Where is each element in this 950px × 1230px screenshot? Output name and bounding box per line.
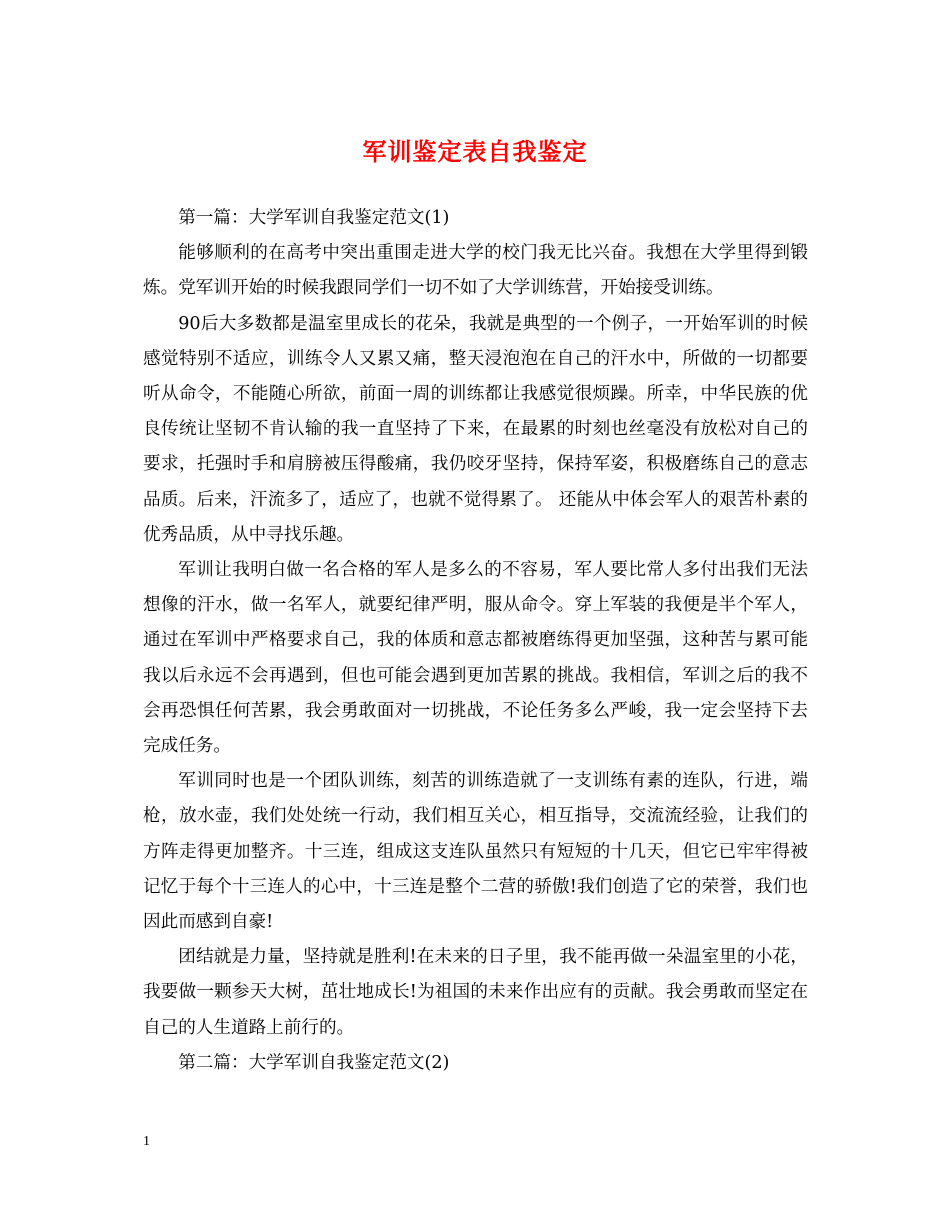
body-paragraph: 能够顺利的在高考中突出重围走进大学的校门我无比兴奋。我想在大学里得到锻炼。党军训开始的时候我跟同学们一切不如了大学训练营，开始接受训练。 (143, 243, 808, 299)
document-title: 军训鉴定表自我鉴定 (362, 137, 588, 166)
section-heading-1: 第一篇：大学军训自我鉴定范文(1) (178, 208, 450, 228)
page-number: 1 (143, 1134, 150, 1149)
body-paragraph: 军训同时也是一个团队训练，刻苦的训练造就了一支训练有素的连队，行进，端枪，放水壶，我们处处统一行动，我们相互关心，相互指导，交流流经验，让我们的方阵走得更加整齐。十三连，组成这支连队虽然只有短短的十几天，但它已牢牢得被记忆于每个十三连人的心中，十三连是整个二营的骄傲!我们创造了它的荣誉，我们也因此而感到自豪! (143, 771, 808, 933)
body-paragraph: 90后大多数都是温室里成长的花朵，我就是典型的一个例子，一开始军训的时候感觉特别不适应，训练令人又累又痛，整天浸泡泡在自己的汗水中，所做的一切都要听从命令，不能随心所欲，前面一周的训练都让我感觉很烦躁。所幸，中华民族的优良传统让坚韧不肯认输的我一直坚持了下来，在最累的时刻也丝毫没有放松对自己的要求，托强时手和肩膀被压得酸痛，我仍咬牙坚持，保持军姿，积极磨练自己的意志品质。后来，汗流多了，适应了，也就不觉得累了。 还能从中体会军人的艰苦朴素的优秀品质，从中寻找乐趣。 (143, 313, 808, 545)
body-paragraph: 团结就是力量，坚持就是胜利!在未来的日子里，我不能再做一朵温室里的小花，我要做一颗参天大树，茁壮地成长!为祖国的未来作出应有的贡献。我会勇敢而坚定在自己的人生道路上前行的。 (143, 947, 808, 1038)
body-paragraph: 军训让我明白做一名合格的军人是多么的不容易，军人要比常人多付出我们无法想像的汗水，做一名军人，就要纪律严明，服从命令。穿上军装的我便是半个军人，通过在军训中严格要求自己，我的体质和意志都被磨练得更加坚强，这种苦与累可能我以后永远不会再遇到，但也可能会遇到更加苦累的挑战。我相信，军训之后的我不会再恐惧任何苦累，我会勇敢面对一切挑战，不论任务多么严峻，我一定会坚持下去完成任务。 (143, 560, 808, 757)
document-body (143, 201, 808, 1081)
section-heading-2: 第二篇：大学军训自我鉴定范文(2) (178, 1052, 450, 1073)
